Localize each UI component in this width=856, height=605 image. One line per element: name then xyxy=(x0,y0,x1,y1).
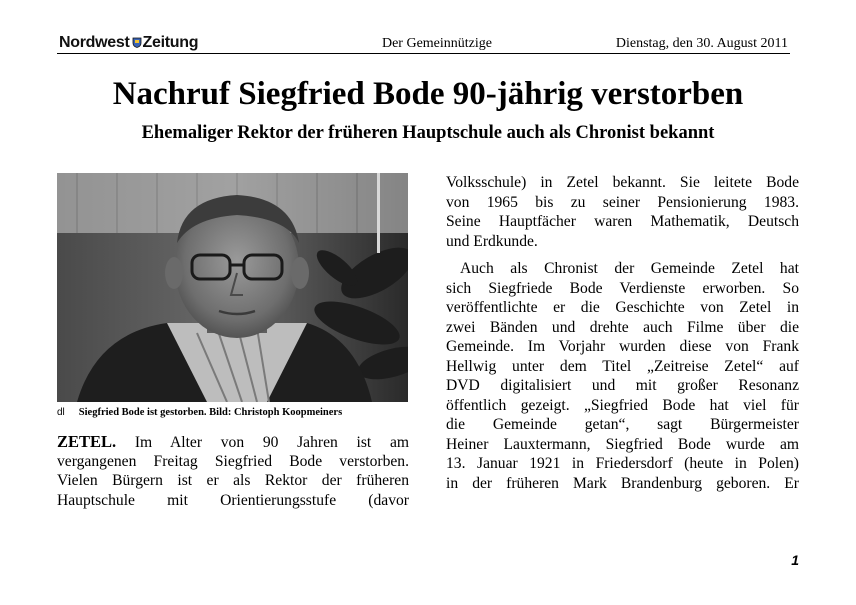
left-column xyxy=(57,432,409,510)
article-line: Hellwig unter dem Titel „Zeitreise Zetel“ auf xyxy=(446,357,799,375)
article-line: die Gemeinde getan“, sagt Bürgermeister xyxy=(446,416,799,433)
caption-tag: dl xyxy=(57,407,65,418)
article-line: vergangenen Freitag Siegfried Bode verstorben. xyxy=(57,452,409,470)
article-line: Auch als Chronist der Gemeinde Zetel hat xyxy=(460,260,799,277)
section-title: Der Gemeinnützige xyxy=(381,36,492,51)
crest-icon xyxy=(132,37,142,48)
right-column xyxy=(446,173,799,493)
article-line: ZETEL. Im Alter von 90 Jahren ist am xyxy=(57,432,409,451)
article-line: von 1965 bis zu seiner Pensionierung 1983. xyxy=(446,193,799,211)
issue-date: Dienstag, den 30. August 2011 xyxy=(615,36,788,51)
article-line: und Erdkunde. xyxy=(446,232,538,250)
logo-word-nordwest: Nordwest xyxy=(59,34,130,51)
newspaper-logo xyxy=(59,34,198,52)
masthead xyxy=(57,33,790,54)
article-line: öffentlich gezeigt. „Siegfried Bode hat viel für xyxy=(446,396,799,414)
page-number: 1 xyxy=(791,552,799,568)
headline: Nachruf Siegfried Bode 90-jährig verstorben xyxy=(112,76,744,112)
article-line: 13. Januar 1921 in Friedersdorf (heute in Polen) xyxy=(446,455,799,472)
article-line: veröffentlichte er die Geschichte von Zetel in xyxy=(446,299,799,316)
article-line: Volksschule) in Zetel bekannt. Sie leitete Bode xyxy=(446,174,799,191)
portrait-photo xyxy=(57,173,408,402)
logo-word-zeitung: Zeitung xyxy=(142,34,199,51)
article-line: sich Siegfriede Bode Verdienste erworben. So xyxy=(446,279,799,297)
caption-text: Siegfried Bode ist gestorben. Bild: Christoph Koopmeiners xyxy=(78,407,343,418)
article-line: zwei Bänden und drehte auch Filme über die xyxy=(446,318,799,336)
article-line: Seine Hauptfächer waren Mathematik, Deutsch xyxy=(446,213,799,230)
article-line: Hauptschule mit Orientierungsstufe (davor xyxy=(57,491,409,509)
photo-caption xyxy=(57,407,417,421)
article-line: DVD digitalisiert und mit großer Resonanz xyxy=(446,377,799,394)
subheadline: Ehemaliger Rektor der früheren Hauptschule auch als Chronist bekannt xyxy=(141,123,715,143)
article-line: Vielen Bürgern ist er als Rektor der früheren xyxy=(57,472,409,489)
article-line: Gemeinde. Im Vorjahr wurden diese von Frank xyxy=(446,338,799,355)
dateline: ZETEL. xyxy=(57,432,117,451)
article-line: Heiner Lauxtermann, Siegfried Bode wurde am xyxy=(446,435,799,453)
article-line: in der früheren Mark Brandenburg geboren. Er xyxy=(446,474,799,492)
